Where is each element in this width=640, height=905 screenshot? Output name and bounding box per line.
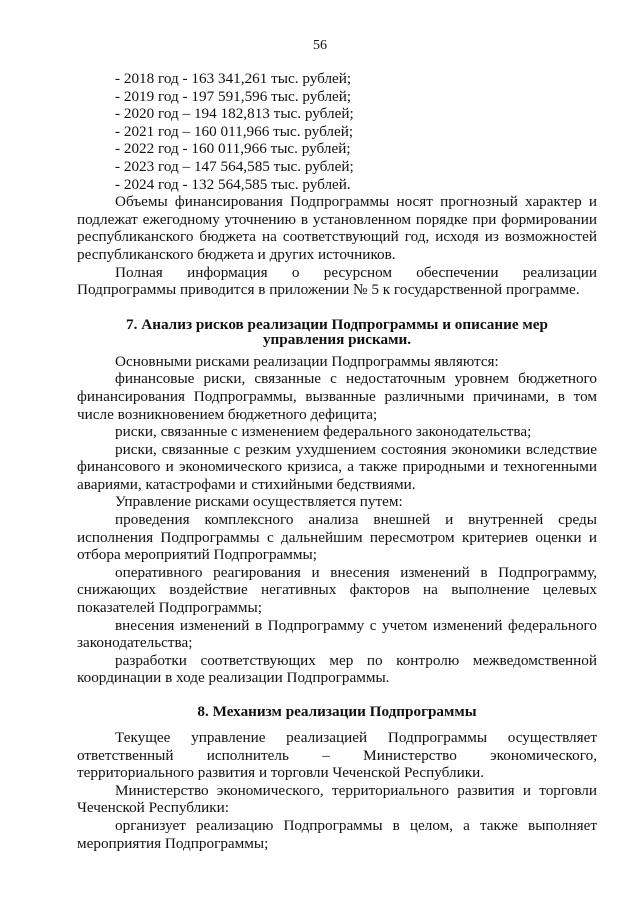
funding-year-item: - 2022 год - 160 011,966 тыс. рублей; <box>115 140 351 158</box>
funding-year-item: - 2024 год - 132 564,585 тыс. рублей. <box>115 175 351 193</box>
section-7-paragraph: разработки соответствующих мер по контролю межведомственной координации в ходе реализации Подпрограммы. <box>77 651 597 687</box>
section-8-paragraph: Министерство экономического, территориального развития и торговли Чеченской Республики: <box>77 781 597 817</box>
page-number: 56 <box>313 38 327 53</box>
section-7-paragraph: риски, связанные с изменением федерального законодательства; <box>115 423 532 441</box>
section-8-heading: 8. Механизм реализации Подпрограммы <box>197 703 477 720</box>
funding-year-item: - 2019 год - 197 591,596 тыс. рублей; <box>115 87 352 105</box>
page-content <box>77 70 597 852</box>
funding-by-year-list <box>77 70 597 193</box>
section-7-paragraph: Основными рисками реализации Подпрограммы являются: <box>115 352 499 370</box>
section-8-paragraph: организует реализацию Подпрограммы в целом, а также выполняет мероприятия Подпрограммы; <box>77 816 597 852</box>
funding-year-item: - 2018 год - 163 341,261 тыс. рублей; <box>115 70 352 87</box>
section-7-paragraph: оперативного реагирования и внесения изменений в Подпрограмму, снижающих воздействие негативных факторов на выполнение целевых показателей Подпрограммы; <box>77 563 597 617</box>
section-7-paragraph: Управление рисками осуществляется путем: <box>115 493 403 511</box>
funding-year-item: - 2020 год – 194 182,813 тыс. рублей; <box>115 105 354 123</box>
section-8-paragraph: Текущее управление реализацией Подпрограммы осуществляет ответственный исполнитель – Министерство экономического, территориального развития и торговли Чеченской Республики. <box>77 729 597 782</box>
section-7-paragraph: финансовые риски, связанные с недостаточным уровнем бюджетного финансирования Подпрограммы, вызванные различными причинами, в том числе возникновением бюджетного дефицита; <box>77 370 597 423</box>
funding-year-item: - 2021 год – 160 011,966 тыс. рублей; <box>115 122 354 140</box>
section-7-heading: 7. Анализ рисков реализации Подпрограммы и описание мер управления рисками. <box>126 315 548 348</box>
paragraph-funding-volumes: Объемы финансирования Подпрограммы носят прогнозный характер и подлежат ежегодному уточнению в установленном порядке при формировании республиканского бюджета на соответствующий год, исходя из возможностей республиканского бюджета и других источников. <box>77 193 597 263</box>
paragraph-full-info: Полная информация о ресурсном обеспечении реализации Подпрограммы приводится в приложении № 5 к государственной программе. <box>77 263 597 299</box>
section-7-paragraph: риски, связанные с резким ухудшением состояния экономики вследствие финансового и экономического кризиса, а также природными и техногенными авариями, катастрофами и стихийными бедствиями. <box>77 440 597 493</box>
section-7-paragraph: проведения комплексного анализа внешней и внутренней среды исполнения Подпрограммы с дальнейшим пересмотром критериев оценки и отбора мероприятий Подпрограммы; <box>77 511 597 564</box>
funding-year-item: - 2023 год – 147 564,585 тыс. рублей; <box>115 157 354 175</box>
section-7-paragraph: внесения изменений в Подпрограмму с учетом изменений федерального законодательства; <box>77 616 597 652</box>
